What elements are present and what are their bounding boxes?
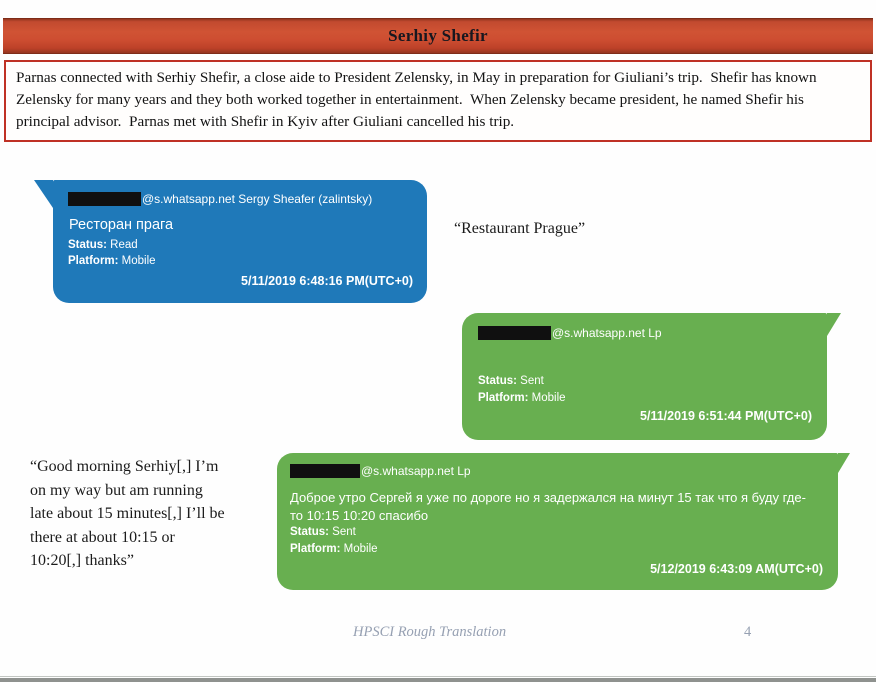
redaction-box [68,192,141,206]
status-value: Sent [516,375,544,387]
summary-box [4,60,872,142]
status-value: Sent [328,526,356,538]
redaction-box [290,464,360,478]
redaction-box [478,326,551,340]
platform-row [478,392,566,404]
sender-id: @s.whatsapp.net Lp [361,464,471,478]
status-row [290,526,356,538]
message-header [290,464,471,478]
bubble-tail-left [34,180,53,208]
status-label: Status: [290,526,329,538]
translation-line: there at about 10:15 or [30,528,175,546]
chat-bubble-outgoing-2 [277,453,838,590]
message-timestamp: 5/12/2019 6:43:09 AM(UTC+0) [650,562,823,576]
translation-line: on my way but am running [30,481,203,499]
message-timestamp: 5/11/2019 6:48:16 PM(UTC+0) [241,274,413,288]
page-title: Serhiy Shefir [388,26,488,45]
chat-bubble-outgoing-1 [462,313,827,440]
footer-title: HPSCI Rough Translation [353,624,507,640]
platform-row [68,255,156,267]
status-label: Status: [478,375,517,387]
bubble-tail-right [827,313,841,336]
message-header [68,192,372,206]
platform-value: Mobile [528,392,566,404]
scan-line [0,676,876,677]
scan-edge-bar [0,678,876,682]
platform-value: Mobile [340,543,378,555]
message-body [290,489,806,525]
translation-note-restaurant: “Restaurant Prague” [454,220,586,237]
message-timestamp: 5/11/2019 6:51:44 PM(UTC+0) [640,409,812,423]
translation-line: late about 15 minutes[,] I’ll be [30,505,225,522]
platform-label: Platform: [290,543,341,555]
title-banner [3,18,873,54]
platform-row [290,543,378,555]
status-value: Read [106,239,138,251]
message-body-line: Доброе утро Сергей я уже по дороге но я задержался на минут 15 так что я буду где- [290,490,806,505]
message-body: Ресторан прага [69,217,174,233]
platform-label: Platform: [478,392,529,404]
sender-id: @s.whatsapp.net Sergy Sheafer (zalintsky) [142,192,373,206]
sender-id: @s.whatsapp.net Lp [552,326,662,340]
message-body-line: то 10:15 10:20 спасибо [290,508,429,523]
status-label: Status: [68,239,107,251]
message-header [478,326,662,340]
status-row [478,375,544,387]
summary-text: Parnas connected with Serhiy Shefir, a close aide to President Zelensky, in May in preparation for Giuliani’s trip. Shefir has known Zelensky for many years and they both worked together in entertainment. When Zelensky became president, he named Shefir his principal advisor. Parnas met with Shefir in Kyiv after Giuliani cancelled his trip. [16,69,821,130]
translation-line: 10:20[,] thanks” [30,552,134,569]
page-number: 4 [744,624,752,640]
platform-value: Mobile [118,255,156,267]
platform-label: Platform: [68,255,119,267]
status-row [68,239,138,251]
translation-note-good-morning [30,455,270,573]
bubble-tail-right [838,453,850,473]
translation-line: “Good morning Serhiy[,] I’m [30,458,219,475]
chat-bubble-incoming [53,180,427,303]
